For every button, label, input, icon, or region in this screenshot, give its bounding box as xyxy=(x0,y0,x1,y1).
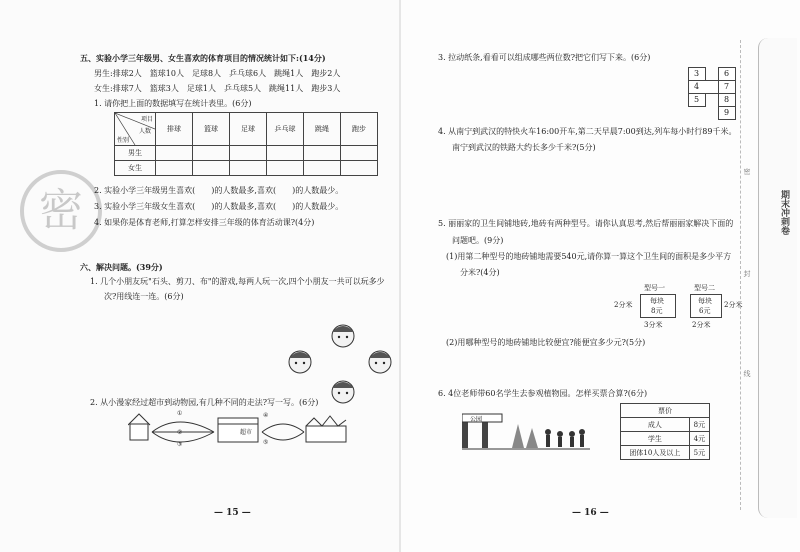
blank-cell[interactable] xyxy=(304,146,341,161)
problem-5-sub1-line1: (1)用第二种型号的地砖铺地需要540元,请你算一算这个卫生间的面积是多少平方 xyxy=(446,252,732,261)
seal-label: 密 xyxy=(743,168,751,175)
strip-a-cell[interactable]: 4 xyxy=(688,80,706,94)
problem-4-line1: 4. 从南宁到武汉的特快火车16:00开车,第二天早晨7:00到达,列车每小时行89千米。 xyxy=(438,127,737,136)
table-row xyxy=(115,161,378,176)
tile2-side: 2分米 xyxy=(724,301,743,309)
strip-b-cell[interactable]: 9 xyxy=(718,106,736,120)
strip-slot xyxy=(704,80,719,94)
tile2-title: 型号二 xyxy=(694,284,715,292)
children-illustration xyxy=(285,322,395,408)
park-illustration xyxy=(462,404,590,452)
route-diagram xyxy=(128,410,348,446)
problem-6: 6. 4位老师带60名学生去参观植物园。怎样买票合算?(6分) xyxy=(438,389,648,398)
problem-3: 3. 拉动纸条,看看可以组成哪些两位数?把它们写下来。(6分) xyxy=(438,53,651,62)
tile2-bottom: 2分米 xyxy=(692,321,711,329)
problem-5-sub2: (2)用哪种型号的地砖铺地比较便宜?能便宜多少元?(5分) xyxy=(446,338,646,347)
seal-label: 封 xyxy=(743,270,751,277)
header-cell: 跑步 xyxy=(341,113,378,146)
house-icon xyxy=(128,414,150,440)
page-number-right: — 16 — xyxy=(572,508,609,518)
problem-4-line2: 南宁到武汉的铁路大约长多少千米?(5分) xyxy=(452,143,596,152)
section6-title: 六、解决问题。(39分) xyxy=(80,262,163,272)
blank-cell[interactable] xyxy=(156,161,193,176)
tile1-box: 每块 8元 xyxy=(640,294,676,318)
tile1-side: 2分米 xyxy=(614,301,633,309)
strip-b-cell[interactable]: 6 xyxy=(718,67,736,81)
problem-5-line2: 问题吧。(9分) xyxy=(452,236,504,245)
problem-5-line1: 5. 丽丽家的卫生间铺地砖,地砖有两种型号。请你认真思考,然后帮丽丽家解决下面的 xyxy=(438,219,734,228)
question-3: 3. 实验小学三年级女生喜欢( )的人数最多,喜欢( )的人数最少。 xyxy=(94,202,344,211)
table-row: 成人 8元 xyxy=(621,418,710,432)
price-table xyxy=(620,403,710,460)
page-fold xyxy=(399,0,401,552)
blank-cell[interactable] xyxy=(230,161,267,176)
table-row: 学生 4元 xyxy=(621,432,710,446)
header-cell: 乒乓球 xyxy=(267,113,304,146)
child-face-icon xyxy=(332,325,354,347)
table-row: 团体10人及以上 5元 xyxy=(621,446,710,460)
corner-item: 项目 xyxy=(140,116,153,123)
header-cell: 排球 xyxy=(156,113,193,146)
tile1-bottom: 3分米 xyxy=(644,321,663,329)
child-face-icon xyxy=(369,351,391,373)
header-cell: 跳绳 xyxy=(304,113,341,146)
question-1: 1. 请你把上面的数据填写在统计表里。(6分) xyxy=(94,99,252,108)
route-label: ③ xyxy=(177,441,183,448)
strip-b-cell[interactable]: 7 xyxy=(718,80,736,94)
route-label: ① xyxy=(177,410,183,417)
corner-gender: 性别 xyxy=(117,137,130,144)
blank-cell[interactable] xyxy=(193,146,230,161)
blank-cell[interactable] xyxy=(341,146,378,161)
problem-1-line2: 次?用线连一连。(6分) xyxy=(104,292,184,301)
blank-cell[interactable] xyxy=(341,161,378,176)
boys-data: 男生:排球2人 篮球10人 足球8人 乒乓球6人 跳绳1人 跑步2人 xyxy=(94,69,341,78)
blank-cell[interactable] xyxy=(267,161,304,176)
confidential-stamp: 密 xyxy=(20,170,102,252)
child-face-icon xyxy=(332,381,354,403)
route-label: ④ xyxy=(263,412,269,419)
girls-data: 女生:排球7人 篮球3人 足球1人 乒乓球5人 跳绳11人 跑步3人 xyxy=(94,84,341,93)
binding-margin xyxy=(758,38,797,518)
tile1-title: 型号一 xyxy=(644,284,665,292)
header-cell: 足球 xyxy=(230,113,267,146)
problem-5-sub1-line2: 分米?(4分) xyxy=(460,268,500,277)
blank-cell[interactable] xyxy=(156,146,193,161)
brand-title: 期末冲刺卷 xyxy=(779,190,789,235)
table-corner xyxy=(115,113,156,146)
strip-a-cell[interactable]: 5 xyxy=(688,93,706,107)
child-face-icon xyxy=(289,351,311,373)
zoo-icon xyxy=(306,416,346,442)
problem-1-line1: 1. 几个小朋友玩"石头、剪刀、布"的游戏,每两人玩一次,四个小朋友一共可以玩多少 xyxy=(90,277,385,286)
section5-title: 五、实验小学三年级男、女生喜欢的体育项目的情况统计如下:(14分) xyxy=(80,53,326,63)
header-cell: 篮球 xyxy=(193,113,230,146)
blank-cell[interactable] xyxy=(304,161,341,176)
corner-count: 人数 xyxy=(139,128,152,135)
seal-label: 线 xyxy=(743,370,751,377)
supermarket-label: 超市 xyxy=(240,429,253,436)
blank-cell[interactable] xyxy=(267,146,304,161)
problem-2: 2. 从小漫家经过超市到动物园,有几种不同的走法?写一写。(6分) xyxy=(90,398,319,407)
tile2-box: 每块 6元 xyxy=(690,294,722,318)
page-number-left: — 15 — xyxy=(214,508,251,518)
park-sign: 公园 xyxy=(470,416,483,423)
route-label: ⑤ xyxy=(263,439,269,446)
strip-a-cell[interactable]: 3 xyxy=(688,67,706,81)
question-2: 2. 实验小学三年级男生喜欢( )的人数最多,喜欢( )的人数最少。 xyxy=(94,186,344,195)
table-row xyxy=(115,146,378,161)
route-label: ② xyxy=(177,429,183,436)
row-label: 男生 xyxy=(115,146,156,161)
blank-cell[interactable] xyxy=(193,161,230,176)
row-label: 女生 xyxy=(115,161,156,176)
stat-table xyxy=(114,112,378,176)
cut-line xyxy=(740,40,741,510)
question-4: 4. 如果你是体育老师,打算怎样安排三年级的体育活动课?(4分) xyxy=(94,218,315,227)
strip-b-cell[interactable]: 8 xyxy=(718,93,736,107)
price-title: 票价 xyxy=(621,404,710,418)
blank-cell[interactable] xyxy=(230,146,267,161)
